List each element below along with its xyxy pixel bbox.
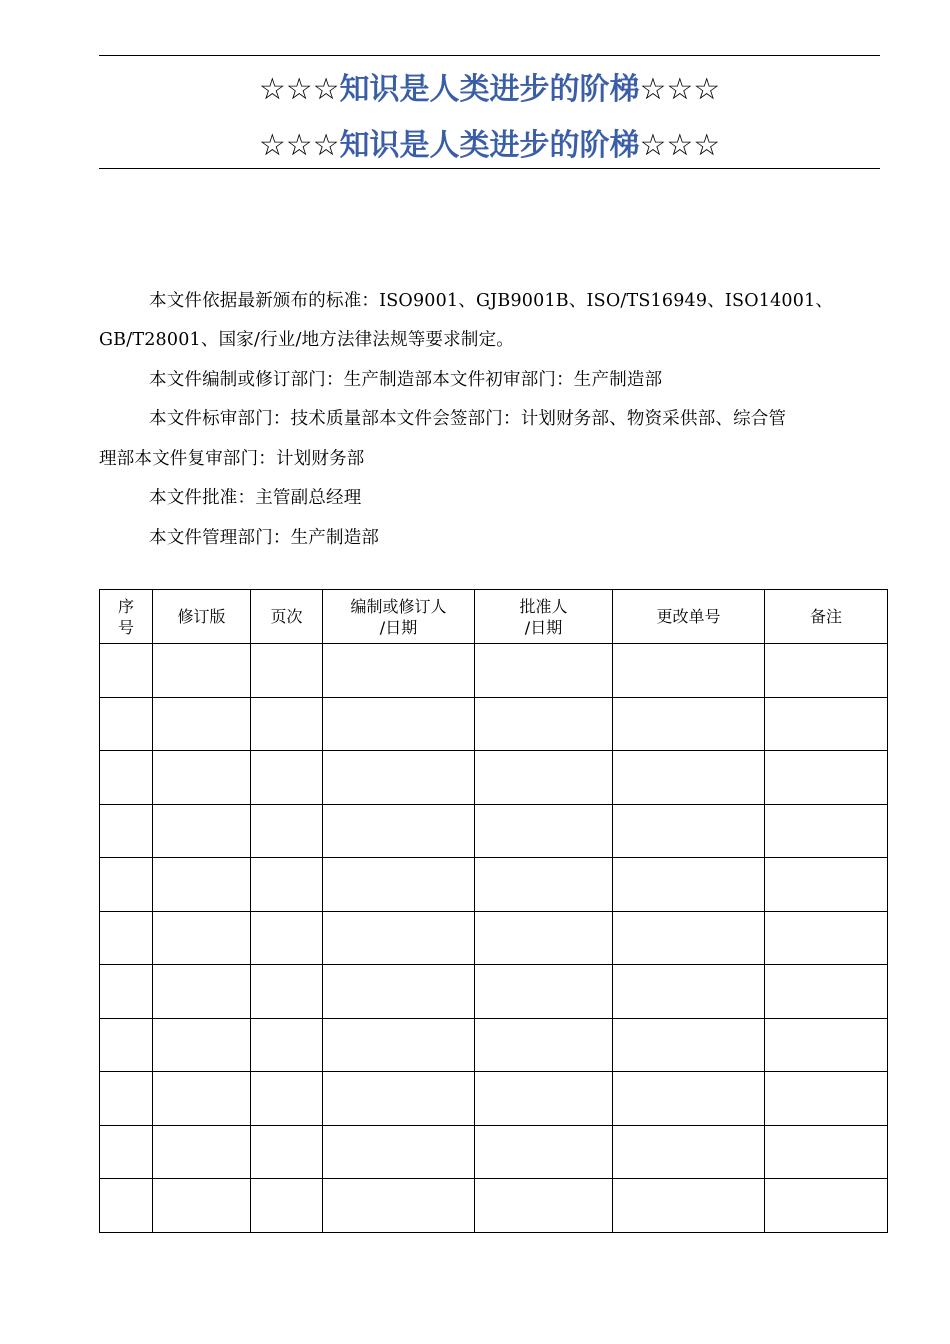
table-cell: [251, 965, 323, 1019]
table-cell: [153, 1179, 251, 1233]
table-cell: [251, 1072, 323, 1126]
table-cell: [323, 965, 475, 1019]
header-pages: [251, 590, 323, 644]
table-cell: [475, 911, 613, 965]
table-cell: [613, 644, 765, 698]
table-cell: [100, 1072, 153, 1126]
standards-paragraph-continued: GB/T28001、国家/行业/地方法律法规等要求制定。: [99, 330, 514, 350]
table-cell: [475, 644, 613, 698]
table-cell: [475, 804, 613, 858]
table-cell: [475, 1125, 613, 1179]
table-row: [100, 911, 888, 965]
table-cell: [613, 858, 765, 912]
table-cell: [323, 858, 475, 912]
header-approver-date: [475, 590, 613, 644]
table-cell: [251, 1179, 323, 1233]
table-cell: [251, 804, 323, 858]
table-cell: [100, 751, 153, 805]
review-department-line: 本文件标审部门：技术质量部本文件会签部门：计划财务部、物资采供部、综合管: [149, 409, 787, 429]
table-cell: [475, 1179, 613, 1233]
table-cell: [100, 697, 153, 751]
header-seq: [100, 590, 153, 644]
table-cell: [613, 1179, 765, 1233]
banner-motto: 知识是人类进步的阶梯: [339, 128, 640, 163]
table-cell: [475, 1018, 613, 1072]
table-header-row: [100, 590, 888, 644]
management-department-line: 本文件管理部门：生产制造部: [149, 528, 380, 548]
table-cell: [765, 804, 888, 858]
banner-stars-right: ☆☆☆: [639, 72, 721, 107]
table-cell: [613, 751, 765, 805]
table-cell: [613, 697, 765, 751]
table-row: [100, 1179, 888, 1233]
table-cell: [613, 1072, 765, 1126]
table-cell: [323, 751, 475, 805]
table-cell: [765, 751, 888, 805]
table-row: [100, 1072, 888, 1126]
table-cell: [153, 965, 251, 1019]
banner-line-1: [99, 70, 880, 110]
table-cell: [765, 1072, 888, 1126]
table-cell: [153, 911, 251, 965]
table-cell: [475, 697, 613, 751]
table-cell: [765, 965, 888, 1019]
table-cell: [475, 858, 613, 912]
header-revision: [153, 590, 251, 644]
table-row: [100, 697, 888, 751]
banner-line-2: [99, 126, 880, 166]
table-cell: [323, 644, 475, 698]
table-cell: [613, 804, 765, 858]
table-row: [100, 1018, 888, 1072]
table-cell: [153, 644, 251, 698]
header-remarks: [765, 590, 888, 644]
table-row: [100, 644, 888, 698]
table-body: [100, 644, 888, 1233]
table-cell: [251, 1125, 323, 1179]
table-cell: [765, 644, 888, 698]
header-text-line: 修订版: [177, 607, 226, 626]
table-cell: [251, 751, 323, 805]
table-cell: [153, 751, 251, 805]
banner-top-rule: [99, 55, 880, 56]
header-text-line: 序: [117, 596, 134, 616]
banner-stars-left: ☆☆☆: [258, 128, 340, 163]
table-cell: [153, 804, 251, 858]
table-cell: [323, 1179, 475, 1233]
table-row: [100, 751, 888, 805]
table-cell: [100, 1179, 153, 1233]
table-cell: [153, 1125, 251, 1179]
table-cell: [100, 644, 153, 698]
review-department-line-continued: 理部本文件复审部门：计划财务部: [99, 449, 365, 469]
table-cell: [153, 1072, 251, 1126]
table-cell: [475, 751, 613, 805]
banner-stars-right: ☆☆☆: [639, 128, 721, 163]
header-text-line: /日期: [524, 617, 563, 637]
table-cell: [251, 697, 323, 751]
table-cell: [475, 965, 613, 1019]
table-cell: [100, 1018, 153, 1072]
table-cell: [323, 697, 475, 751]
table-cell: [100, 965, 153, 1019]
table-cell: [613, 1125, 765, 1179]
revision-history-table: [99, 589, 888, 1233]
header-text-line: 备注: [809, 607, 842, 626]
table-cell: [251, 1018, 323, 1072]
table-cell: [251, 911, 323, 965]
banner-bottom-rule: [99, 168, 880, 169]
table-cell: [765, 1125, 888, 1179]
table-cell: [100, 911, 153, 965]
header-change-no: [613, 590, 765, 644]
header-text-line: 批准人: [519, 596, 568, 616]
banner-stars-left: ☆☆☆: [258, 72, 340, 107]
table-cell: [765, 1018, 888, 1072]
table-cell: [153, 697, 251, 751]
table-cell: [323, 1072, 475, 1126]
table-cell: [153, 1018, 251, 1072]
table-cell: [100, 1125, 153, 1179]
standards-paragraph: 本文件依据最新颁布的标准：ISO9001、GJB9001B、ISO/TS16949、ISO14001、: [149, 291, 834, 311]
table-row: [100, 804, 888, 858]
banner-motto: 知识是人类进步的阶梯: [339, 72, 640, 107]
table-cell: [765, 1179, 888, 1233]
table-cell: [323, 1018, 475, 1072]
table-cell: [475, 1072, 613, 1126]
table-row: [100, 1125, 888, 1179]
table-cell: [323, 804, 475, 858]
table-cell: [613, 911, 765, 965]
table-cell: [100, 858, 153, 912]
table-cell: [100, 804, 153, 858]
header-text-line: 页次: [270, 607, 303, 626]
table-row: [100, 858, 888, 912]
table-cell: [251, 858, 323, 912]
table-cell: [251, 644, 323, 698]
table-cell: [765, 858, 888, 912]
table-cell: [765, 697, 888, 751]
table-cell: [153, 858, 251, 912]
table-cell: [765, 911, 888, 965]
table-row: [100, 965, 888, 1019]
header-author-date: [323, 590, 475, 644]
header-text-line: 编制或修订人: [350, 596, 447, 616]
drafting-department-line: 本文件编制或修订部门：生产制造部本文件初审部门：生产制造部: [149, 370, 663, 390]
table-cell: [323, 1125, 475, 1179]
header-text-line: /日期: [379, 617, 418, 637]
table-cell: [613, 965, 765, 1019]
header-text-line: 号: [117, 617, 134, 637]
table-cell: [323, 911, 475, 965]
approval-line: 本文件批准：主管副总经理: [149, 488, 362, 508]
header-text-line: 更改单号: [656, 607, 721, 626]
table-cell: [613, 1018, 765, 1072]
